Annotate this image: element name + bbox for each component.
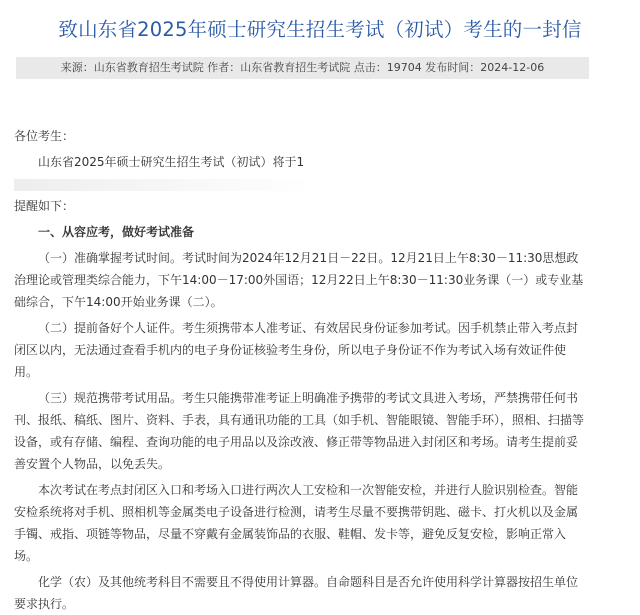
clicks-label: 点击：	[353, 61, 387, 74]
author-label: 作者：	[207, 61, 241, 74]
source-value[interactable]: 山东省教育招生考试院	[93, 61, 204, 74]
author-value: 山东省教育招生考试院	[240, 61, 351, 74]
article-body	[14, 125, 588, 615]
calculator-paragraph: 化学（农）及其他统考科目不需要且不得使用计算器。自命题科目是否允许使用科学计算器按招生单位要求执行。	[14, 575, 579, 611]
faded-text-overlay	[14, 179, 314, 191]
article-title: 致山东省2025年硕士研究生招生考试（初试）考生的一封信	[58, 18, 582, 41]
clicks-value: 19704	[386, 61, 422, 74]
security-check-paragraph: 本次考试在考点封闭区入口和考场入口进行两次人工安检和一次智能安检，并进行人脸识别检查。智能安检系统将对手机、照相机等金属类电子设备进行检测，请考生尽量不要携带钥匙、磁卡、打火机以及金属手镯、戒指、项链等物品，尽量不穿戴有金属装饰品的衣服、鞋帽、发卡等，避免反复安检，影响正常入场。	[14, 483, 579, 563]
section-heading: 一、从容应考，做好考试准备	[38, 225, 195, 239]
published-label: 发布时间：	[425, 61, 481, 74]
published-date: 2024-12-06	[480, 61, 545, 74]
intro-text: 山东省2025年硕士研究生招生考试（初试）将于1	[38, 155, 305, 169]
intro-paragraph	[14, 151, 588, 195]
article-meta-bar	[16, 57, 589, 79]
exam-supplies-paragraph: （三）规范携带考试用品。考生只能携带准考证上明确准予携带的考试文具进入考场，严禁携带任何书刊、报纸、稿纸、图片、资料、手表，具有通讯功能的工具（如手机、智能眼镜、智能手环），照相、扫描等设备，或有存储、编程、查询功能的电子用品以及涂改液、修正带等物品进入封闭区和考场。请考生提前妥善安置个人物品，以免丢失。	[14, 391, 585, 471]
exam-time-paragraph: （一）准确掌握考试时间。考试时间为2024年12月21日－22日。12月21日上午8:30－11:30思想政治理论或管理类综合能力，下午14:00－17:00外国语；12月22日上午8:30－11:30业务课（一）或专业基础综合，下午14:00开始业务课（二）。	[14, 251, 584, 309]
id-documents-paragraph: （二）提前备好个人证件。考生须携带本人准考证、有效居民身份证参加考试。因手机禁止带入考点封闭区以内，无法通过查看手机内的电子身份证核验考生身份，所以电子身份证不作为考试入场有效证件使用。	[14, 321, 579, 379]
salutation: 各位考生：	[14, 129, 75, 143]
source-label: 来源：	[60, 61, 94, 74]
reminder-line: 提醒如下：	[14, 199, 75, 213]
